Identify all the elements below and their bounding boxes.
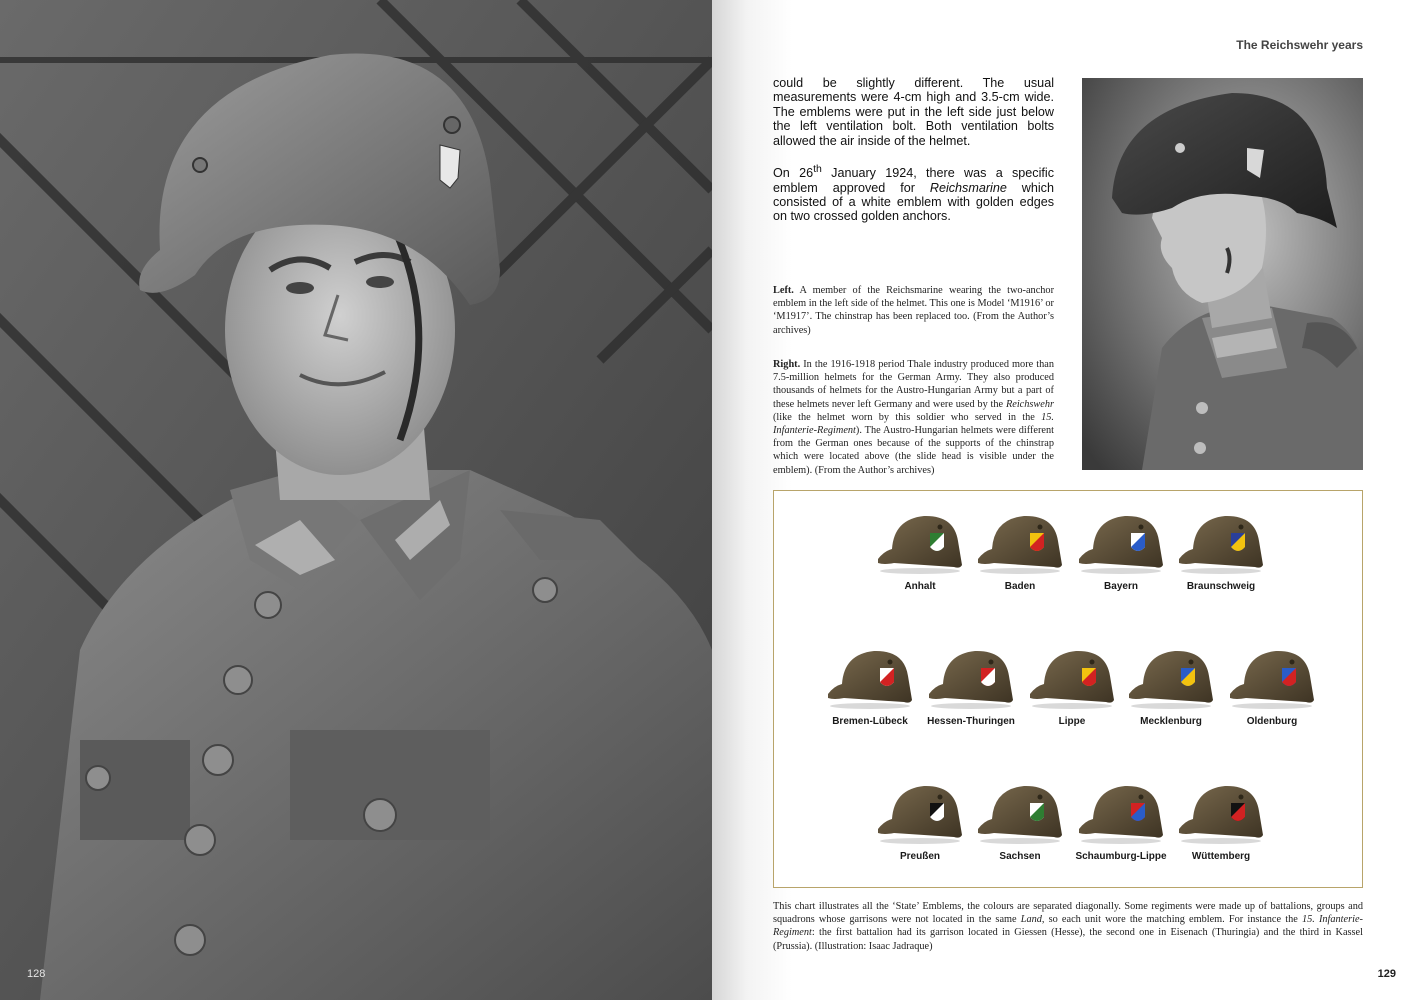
helmet-illustration <box>824 646 916 710</box>
caption-text: , so each unit wore the matching emblem. For instance the <box>1041 914 1302 926</box>
helmet-emblem-item <box>1071 511 1171 592</box>
page-number-left: 128 <box>27 968 46 980</box>
helmet-illustration <box>1075 781 1167 845</box>
helmeted-soldier-profile-photo <box>1082 78 1363 470</box>
body-text-run: which consisted of a white emblem with golden edges on two crossed golden anchors. <box>773 180 1054 224</box>
helmet-emblem-item <box>1222 646 1322 727</box>
helmet-illustration <box>974 511 1066 575</box>
right-page <box>712 0 1424 1000</box>
helmet-label: Bayern <box>1104 581 1138 592</box>
helmet-illustration <box>1075 511 1167 575</box>
helmet-emblem-item <box>870 511 970 592</box>
helmet-illustration <box>874 511 966 575</box>
chart-caption <box>773 900 1363 953</box>
helmet-illustration <box>1125 646 1217 710</box>
body-text <box>773 76 1054 238</box>
helmet-label: Oldenburg <box>1246 716 1298 727</box>
caption-text: ). The Austro-Hungarian helmets were different from the German ones because of the supports of the chinstrap which were located above (the slide head is visible under the emblem). (From the Author’s archives) <box>773 425 1054 476</box>
body-text-run: January 1924, there was a specific emblem approved for <box>773 166 1054 195</box>
caption-text: A member of the Reichsmarine wearing the two-anchor emblem in the left side of the helmet. This one is Model ‘M1916’ or ‘M1917’. The chinstrap has been replaced too. (From the Author’s archives) <box>773 285 1054 336</box>
helmet-illustration <box>1175 511 1267 575</box>
caption-lead: Right. <box>773 359 801 370</box>
body-text-run: On 26 <box>773 166 814 181</box>
helmet-label: Schaumburg-Lippe <box>1075 851 1167 862</box>
italic-term: Land <box>1020 914 1042 926</box>
caption-text: (like the helmet worn by this soldier who served in the <box>773 411 1042 423</box>
helmet-label: Baden <box>1004 581 1036 592</box>
helmet-label: Lippe <box>1058 716 1086 727</box>
helmet-illustration <box>874 781 966 845</box>
helmet-emblem-item <box>970 781 1070 862</box>
helmet-label: Hessen-Thuringen <box>927 716 1015 727</box>
page-number-right: 129 <box>1377 968 1396 980</box>
helmet-emblem-item <box>1022 646 1122 727</box>
helmet-emblem-item <box>970 511 1070 592</box>
italic-term: 15. Infanterie-Regiment <box>773 914 1363 939</box>
caption-text: This chart illustrates all the ‘State’ Emblems, the colours are separated diagonally. Some regiments were made up of battalions, groups and squadrons whose garrisons were not located in the same <box>773 901 1363 926</box>
helmet-illustration <box>1175 781 1267 845</box>
helmet-illustration <box>1226 646 1318 710</box>
body-paragraph-1: could be slightly different. The usual measurements were 4-cm high and 3.5-cm wide. The emblems were put in the left side just below the left ventilation bolt. Both ventilation bolts allowed the air inside of the helmet. <box>773 76 1054 148</box>
helmet-label: Braunschweig <box>1186 581 1256 592</box>
caption-text: : the first battalion had its garrison located in Giessen (Hesse), the second one in Eisenach (Thuringia) and the third in Kassel (Prussia). (Illustration: Isaac Jadraque) <box>773 927 1363 952</box>
helmet-label: Bremen-Lübeck <box>832 716 908 727</box>
running-head: The Reichswehr years <box>1236 38 1363 52</box>
superscript: th <box>813 163 822 176</box>
helmet-label: Sachsen <box>999 851 1041 862</box>
caption-left <box>773 284 1054 337</box>
helmet-emblem-item <box>1071 781 1171 862</box>
helmet-label: Preußen <box>899 851 940 862</box>
helmet-label: Anhalt <box>904 581 936 592</box>
helmet-illustration <box>925 646 1017 710</box>
helmet-emblem-item <box>1171 781 1271 862</box>
helmet-emblem-item <box>921 646 1021 727</box>
helmet-emblem-item <box>1171 511 1271 592</box>
helmet-emblem-item <box>870 781 970 862</box>
helmet-illustration <box>1026 646 1118 710</box>
italic-term: Reichsmarine <box>929 180 1007 195</box>
state-emblems-chart <box>773 490 1363 888</box>
helmet-emblem-item <box>820 646 920 727</box>
caption-text: In the 1916-1918 period Thale industry produced more than 7.5-million helmets for the German Army. They also produced thousands of helmets for the Austro-Hungarian Army but a part of these helmets never left Germany and were used by the <box>773 359 1054 410</box>
caption-right <box>773 358 1054 477</box>
italic-term: 15. Infanterie-Regiment <box>773 411 1054 437</box>
body-paragraph-2 <box>773 162 1054 224</box>
helmet-label: Wüttemberg <box>1191 851 1251 862</box>
helmet-emblem-item <box>1121 646 1221 727</box>
italic-term: Reichswehr <box>1005 398 1054 410</box>
helmet-label: Mecklenburg <box>1140 716 1202 727</box>
helmet-illustration <box>974 781 1066 845</box>
caption-lead: Left. <box>773 285 794 296</box>
